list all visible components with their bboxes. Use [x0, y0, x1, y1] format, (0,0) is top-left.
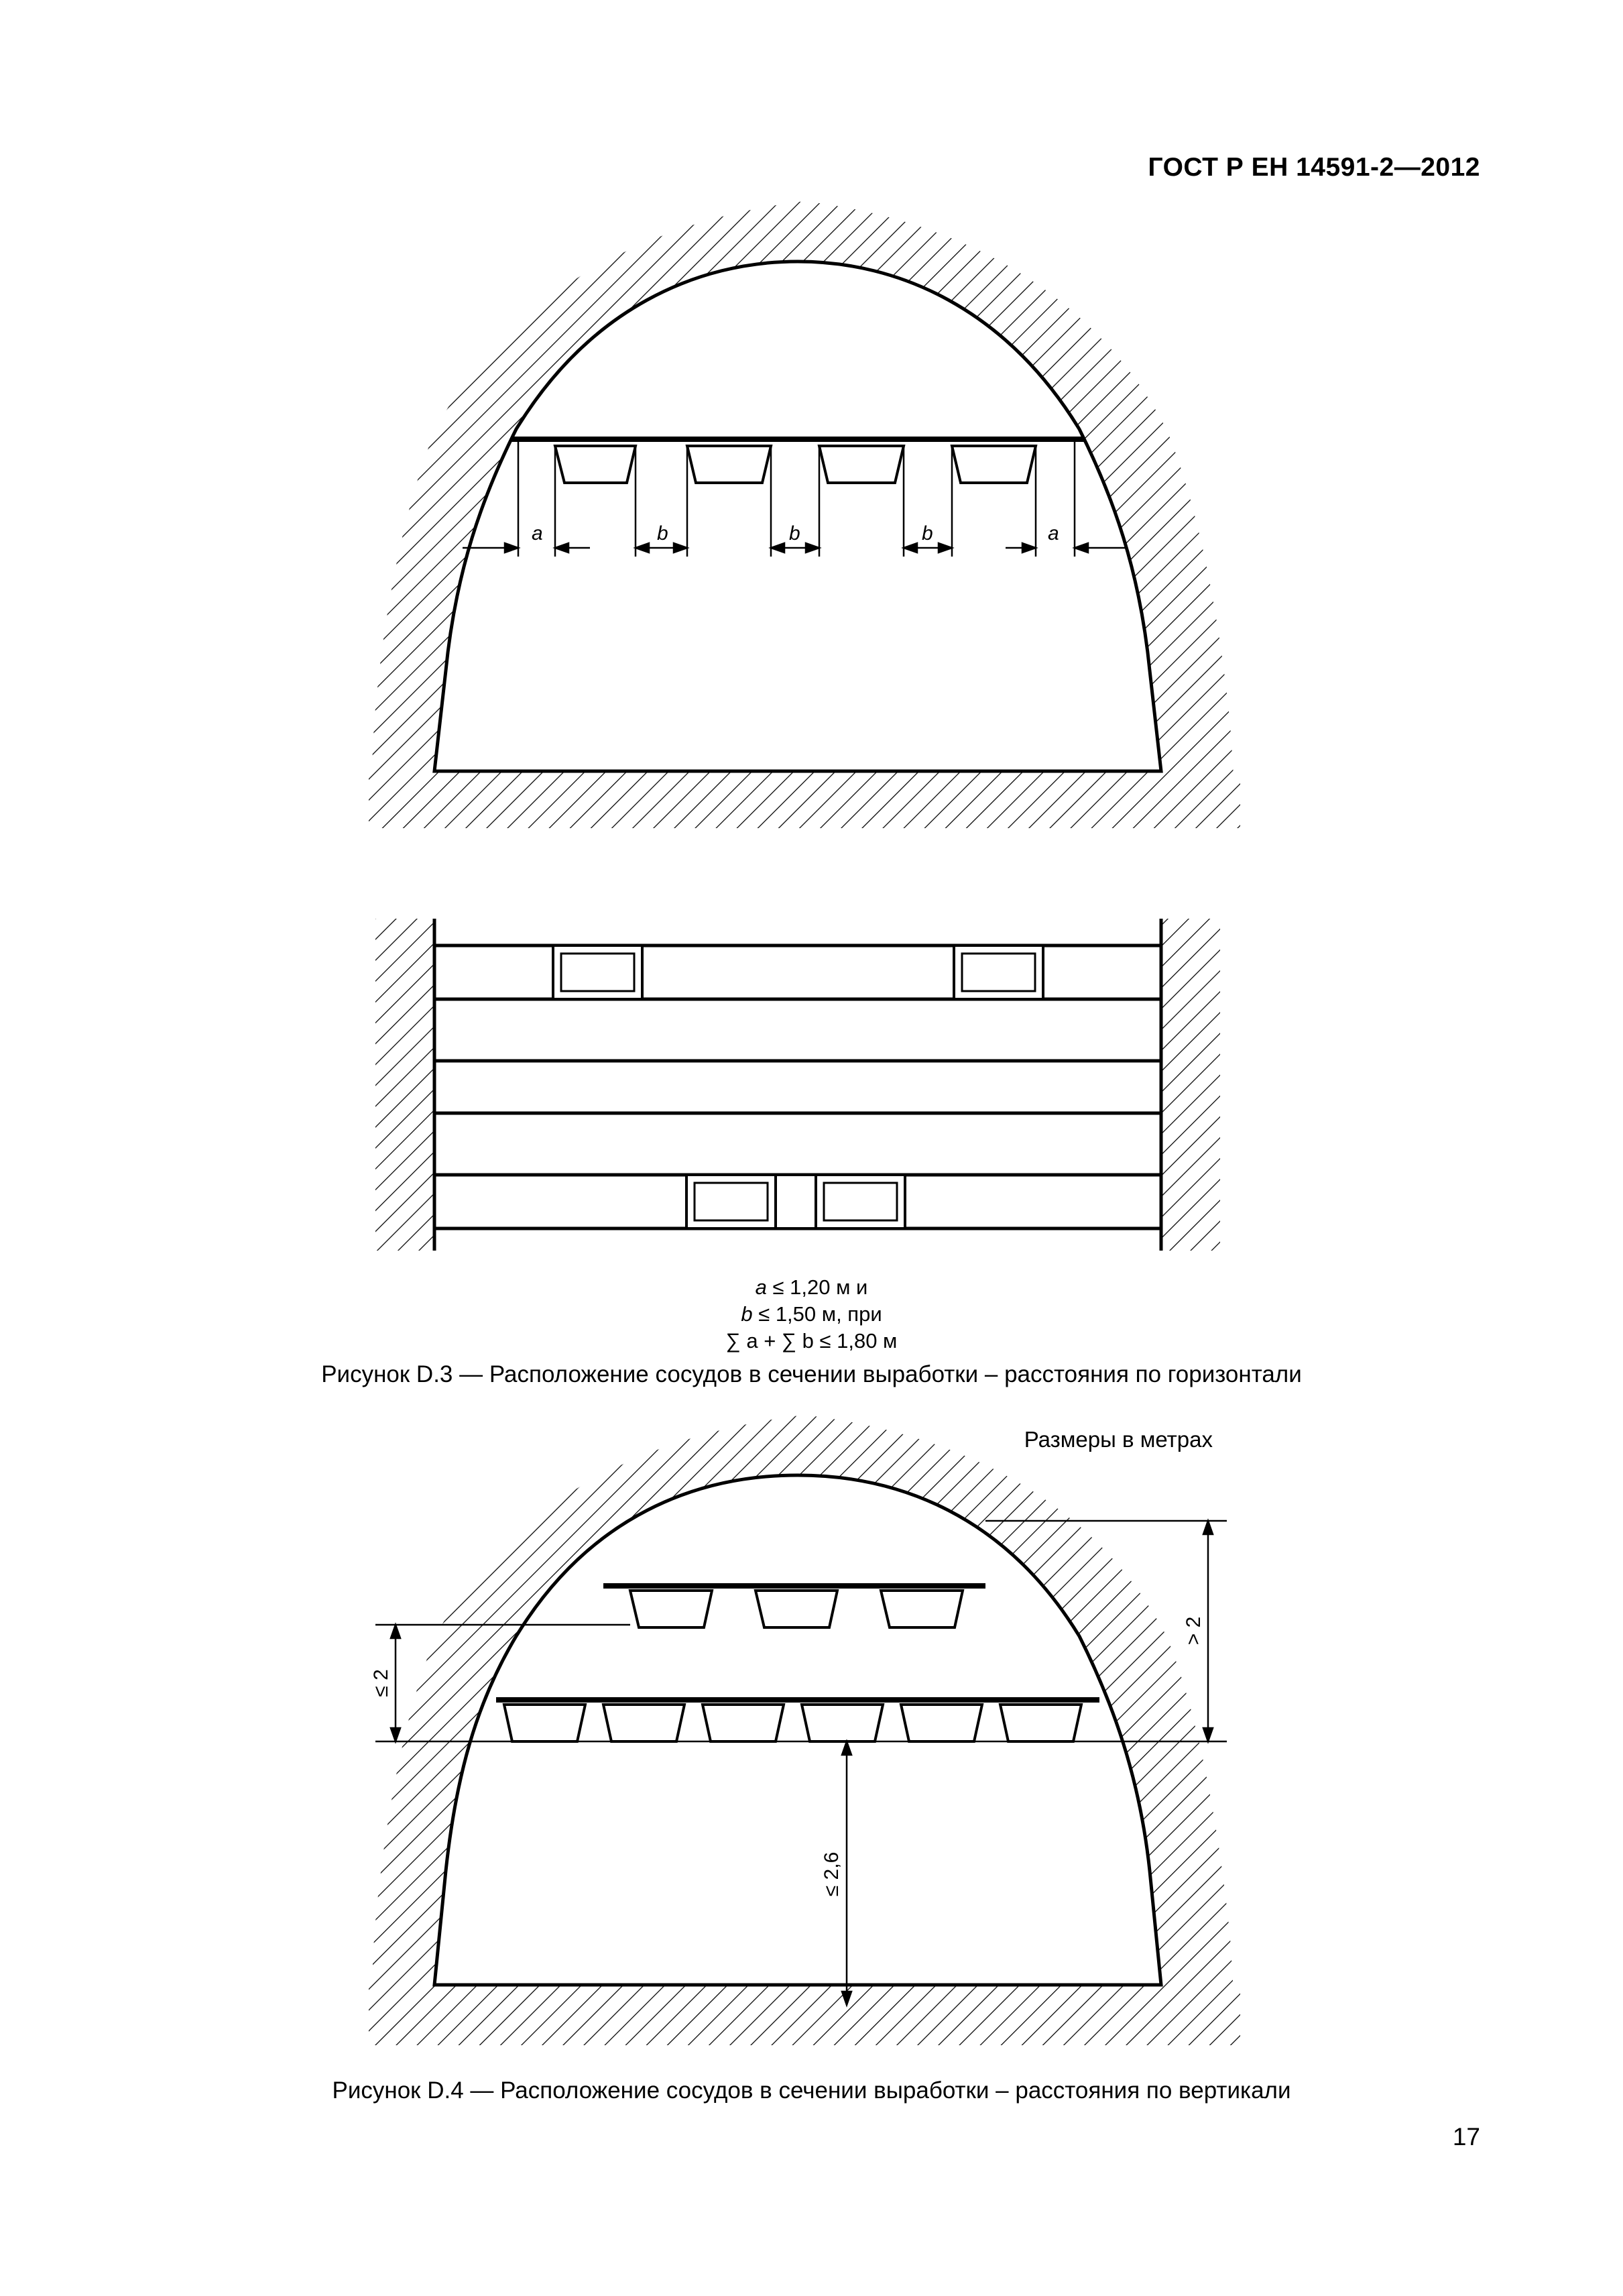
condition-line: ∑ a + ∑ b ≤ 1,80 м — [725, 1329, 898, 1353]
dim-label-tier-gap: ≤ 2 — [370, 1669, 392, 1697]
figure-d3-section — [369, 201, 1240, 828]
figure-d4-section — [369, 1415, 1240, 2045]
rock-hatch — [369, 1415, 1237, 2045]
dim-label-b: b — [789, 522, 800, 544]
document-header: ГОСТ Р ЕН 14591-2—2012 — [1148, 153, 1480, 182]
figure-d3-conditions — [0, 1274, 1623, 1355]
figure-d4-caption: Рисунок D.4 — Расположение сосудов в сечении выработки – расстояния по вертикали — [332, 2077, 1291, 2104]
figure-d4-units-note: Размеры в метрах — [1024, 1427, 1213, 1452]
figure-d3-caption: Рисунок D.3 — Расположение сосудов в сечении выработки – расстояния по горизонтали — [321, 1361, 1302, 1387]
dim-label-floor-height: ≤ 2,6 — [821, 1851, 843, 1897]
dim-label-a-right: a — [1048, 522, 1059, 544]
page-number: 17 — [1452, 2123, 1480, 2150]
figure-d3-plan — [375, 919, 1220, 1251]
dim-label-top-clearance: > 2 — [1183, 1616, 1205, 1646]
condition-line: a ≤ 1,20 м и — [755, 1275, 868, 1299]
rock-hatch — [369, 201, 1237, 828]
condition-line: b ≤ 1,50 м, при — [741, 1302, 882, 1326]
dim-label-b: b — [922, 522, 933, 544]
dim-label-a-left: a — [532, 522, 543, 544]
dim-label-b: b — [657, 522, 668, 544]
